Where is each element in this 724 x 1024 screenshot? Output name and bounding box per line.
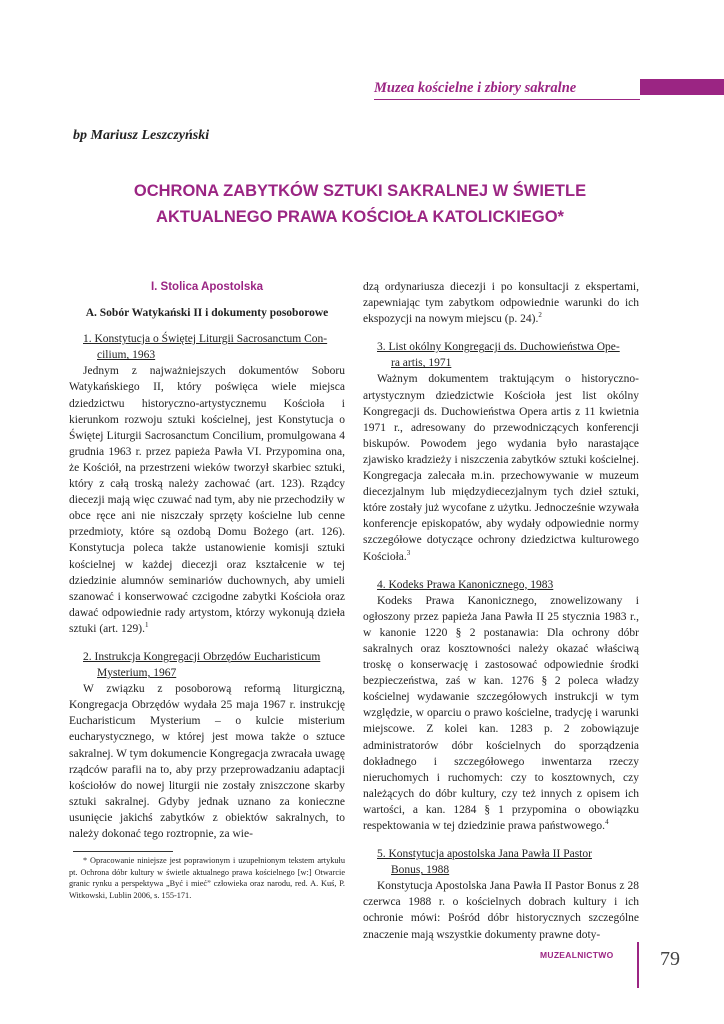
section-header: Muzea kościelne i zbiory sakralne [374,80,577,96]
footnote-ref-1: 1 [145,621,149,630]
footnote-rule [73,851,173,852]
doc3-title-rest: ra artis, 1971 [391,357,452,370]
continued-text: dzą ordynariusza diecezji i po konsultacji z ekspertami, zapewniając tym zabytkom odpowiednie warunki do ich ekspozycji na nowym miejscu (p. 24). [363,281,639,326]
doc1-title-rest: cilium, 1963 [97,349,156,362]
header-accent-bar [640,79,724,95]
doc2-text: W związku z posoborową reformą liturgiczną, Kongregacja Obrzędów wydała 25 maja 1967 r. instrukcję Eucharisticum Mysterium – o kulcie misterium eucharystycznego, w której jest mowa także o sztuce sakralnej. W tym dokumencie Kongregacja zwracała uwagę rządców parafii na to, aby przy przeprowadzaniu adaptacji kościołów do nowej liturgii nie zostały zniszczone skarby sztuki sakralnej. Gdyby jednak uznano za konieczne usunięcie jakichś zabytków z obiektów sakralnych, to należy dokonać tego roztropnie, za wie- [69,683,345,840]
doc4-text: Kodeks Prawa Kanonicznego, znowelizowany i ogłoszony przez papieża Jana Pawła II 25 stycznia 1983 r., w kanonie 1220 § 2 postanawia: Dla ochrony dóbr sakralnych oraz kosztowności należy okazać właściwą troskę o konserwację i zastosować odpowiednie środki bezpieczeństwa, zaś w kan. 1276 § 2 poleca władzy kościelnej wydawanie szczegółowych instrukcji w tym względzie, w oparciu o prawo kościelne, tradycję i warunki miejscowe. Z kolei kan. 1283 p. 2 zobowiązuje administratorów dóbr kościelnych do sporządzenia dokładnego i szczegółowego inwentarza rzeczy nieruchomych i ruchomych: czy to kosztownych, czy należących do dóbr kultury, czy też innych z opisem ich wartości, a kan. 1284 § 1 przypomina o obowiązku respektowania w tej dziedzinie prawa państwowego. [363,594,639,832]
journal-name: MUZEALNICTWO [540,950,614,960]
doc1-paragraph [69,363,345,637]
doc1-title [69,331,345,363]
doc1-title-text: 1. Konstytucja o Świętej Liturgii Sacrosanctum Con- [83,333,328,346]
header-rule [374,99,640,100]
article-title-line2: AKTUALNEGO PRAWA KOŚCIOŁA KATOLICKIEGO* [156,208,564,226]
doc5-text: Konstytucja Apostolska Jana Pawła II Pastor Bonus z 28 czerwca 1988 r. o kościelnych dobrach kultury i ich ochronie mówi: Pośród dóbr historycznych szczególne znaczenie mają wszystkie dokumenty prawne doty- [363,880,639,941]
doc1-text: Jednym z najważniejszych dokumentów Soboru Watykańskiego II, który poświęca wiele miejsca dziedzictwu historyczno-artystycznemu Kościoła i kierunkom rozwoju sztuki kościelnej, jest Konstytucja o Świętej Liturgii Sacrosanctum Concilium, promulgowana 4 grudnia 1963 r. przez papieża Pawła VI. Przypomina ona, że Kościół, na przestrzeni wieków tworzył skarbiec sztuki, który z całą troską należy zachować (art. 123). Rządcy diecezji mają więc czuwać nad tym, aby nie przechodziły w obce ręce ani nie niszczały sprzęty kościelne lub cenne przedmioty, które są ozdobą Domu Bożego (art. 126). Konstytucja poleca także ustanowienie komisji sztuki kościelnej w każdej diecezji oraz kształcenie w tej dziedzinie alumnów seminariów duchownych, aby umieli szanować i konserwować czcigodne zabytki Kościoła oraz dawać odpowiednie rady artystom, którzy wykonują dzieła sztuki (art. 129). [69,365,345,635]
doc2-paragraph [69,681,345,842]
footnote-ref-2: 2 [538,311,542,320]
doc3-paragraph [363,371,639,564]
doc5-title [363,846,639,878]
footer-rule [637,942,639,988]
doc5-title-rest: Bonus, 1988 [391,864,450,877]
doc3-title [363,339,639,371]
doc4-title: 4. Kodeks Prawa Kanonicznego, 1983 [377,578,554,591]
article-title-line1: OCHRONA ZABYTKÓW SZTUKI SAKRALNEJ W ŚWIETLE [133,182,587,200]
doc3-text: Ważnym dokumentem traktującym o historyczno-artystycznym dziedzictwie Kościoła jest list okólny Kongregacji ds. Duchowieństwa Opera artis z 11 kwietnia 1971 r., adresowany do przewodniczących konferencji biskupów. Powodem jego wydania było narastające zjawisko kradzieży i niszczenia zabytków sztuki kościelnej. Kongregacja zalecała m.in. przechowywanie w muzeum diecezjalnym lub międzydiecezjalnym tych dzieł sztuki, które zostały już wycofane z użytku. Jednocześnie wzywała konferencje episkopatów, aby wydały odpowiednie normy szczegółowe dotyczące ochrony dziedzictwa kulturowego Kościoła. [363,373,639,563]
doc5-paragraph [363,878,639,942]
doc2-title [69,649,345,681]
author: bp Mariusz Leszczyński [73,128,210,143]
subsection-title: A. Sobór Watykański II i dokumenty posoborowe [85,307,329,320]
doc2-title-rest: Mysterium, 1967 [97,667,177,680]
continued-paragraph [363,279,639,327]
section-title: I. Stolica Apostolska [150,281,264,293]
right-column [363,279,639,955]
doc5-title-text: 5. Konstytucja apostolska Jana Pawła II Pastor [377,848,592,861]
footnote: * Opracowanie niniejsze jest poprawionym i uzupełnionym tekstem artykułu pt. Ochrona dóbr kultury w świetle aktualnego prawa kościelnego [w:] Otwarcie granic rynku a perspektywa „Być i mieć” człowieka oraz narodu, red. A. Kuś, P. Witkowski, Lublin 2006, s. 155-171. [69,856,345,900]
footnote-ref-4: 4 [605,818,609,827]
footnote-ref-3: 3 [406,548,411,557]
page-number: 79 [660,948,680,970]
doc4-paragraph [363,593,639,834]
doc3-title-text: 3. List okólny Kongregacji ds. Duchowieństwa Ope- [377,341,620,354]
article-title [70,178,650,230]
left-column [69,279,345,854]
doc2-title-text: 2. Instrukcja Kongregacji Obrzędów Eucharisticum [83,650,321,663]
